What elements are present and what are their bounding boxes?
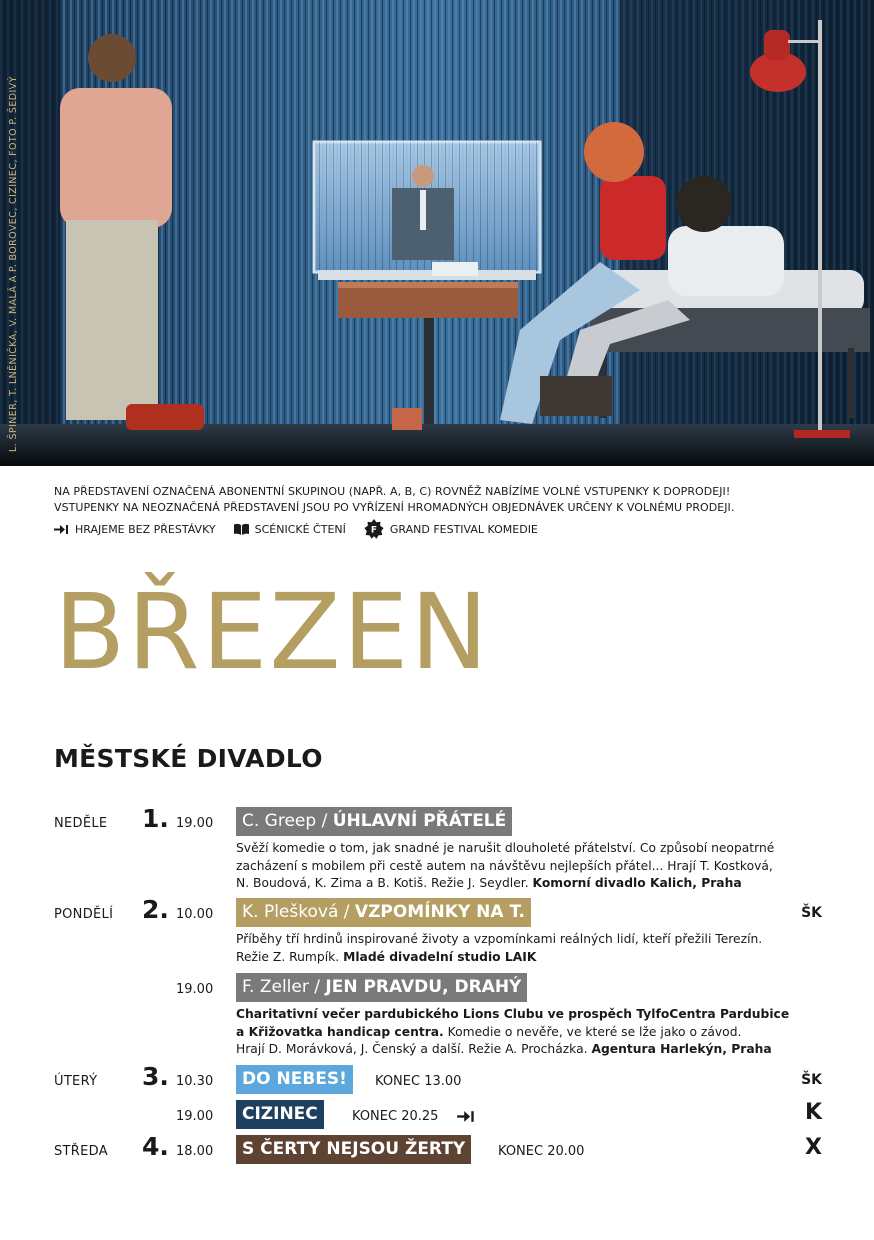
show-author: K. Plešková / — [242, 902, 355, 922]
day-name: PONDĚLÍ — [54, 907, 114, 922]
legend-reading — [234, 523, 346, 536]
end-time: KONEC 13.00 — [375, 1074, 462, 1089]
stage-photo — [0, 0, 874, 466]
desc-line: Příběhy tří hrdinů inspirované životy a vzpomínkami reálných lidí, kteří přežili Terezín. — [236, 932, 763, 946]
stage-photo-illustration — [0, 0, 874, 466]
show-title — [236, 1065, 353, 1094]
audience-code: ŠK — [801, 1072, 822, 1088]
show-time: 19.00 — [176, 1109, 214, 1124]
end-time: KONEC 20.25 — [352, 1109, 439, 1124]
show-play: VZPOMÍNKY NA T. — [354, 902, 525, 922]
show-description — [236, 1006, 806, 1059]
day-name: STŘEDA — [54, 1144, 108, 1159]
end-time: KONEC 20.00 — [498, 1144, 585, 1159]
show-author: C. Greep / — [242, 811, 333, 831]
desc-text: N. Boudová, K. Zima a B. Kotiš. Režie J. Seydler. — [236, 876, 533, 890]
venue-title: MĚSTSKÉ DIVADLO — [54, 744, 323, 773]
month-title: BŘEZEN — [54, 571, 491, 693]
day-number: 1. — [142, 804, 169, 833]
festival-badge-letter: F — [370, 525, 377, 536]
show-play: S ČERTY NEJSOU ŽERTY — [242, 1139, 466, 1159]
desc-text: Komedie o nevěře, ve které se lže jako o závod. — [443, 1024, 742, 1039]
legend-no-break — [54, 523, 216, 536]
desc-line — [236, 1041, 806, 1059]
desc-company: Agentura Harlekýn, Praha — [591, 1042, 772, 1056]
audience-code: X — [805, 1135, 822, 1160]
ticket-notice — [54, 484, 844, 515]
photo-credit: L. ŠPINER, T. LNĚNIČKA, V. MALÁ A P. BOROVEC, CIZINEC, FOTO P. ŠEDIVÝ — [8, 76, 19, 452]
show-author: F. Zeller / — [242, 977, 326, 997]
day-number: 3. — [142, 1062, 169, 1091]
day-name: ÚTERÝ — [54, 1074, 98, 1089]
skip-to-end-icon — [54, 524, 69, 535]
desc-company: Mladé divadelní studio LAIK — [343, 949, 537, 964]
legend-reading-label: SCÉNICKÉ ČTENÍ — [254, 522, 346, 536]
show-play: CIZINEC — [242, 1104, 318, 1124]
legend-festival-label: GRAND FESTIVAL KOMEDIE — [389, 522, 538, 536]
desc-line — [236, 949, 806, 967]
show-play: ÚHLAVNÍ PŘÁTELÉ — [332, 811, 507, 831]
show-description — [236, 840, 806, 893]
desc-company: a Křižovatka handicap centra. — [236, 1024, 444, 1039]
show-title — [236, 1100, 324, 1129]
desc-line — [236, 1024, 806, 1042]
show-title — [236, 807, 512, 836]
desc-line: Charitativní večer pardubického Lions Clubu ve prospěch TylfoCentra Pardubice — [236, 1007, 790, 1021]
show-play: DO NEBES! — [242, 1069, 347, 1089]
audience-code: ŠK — [801, 905, 822, 921]
show-time: 10.30 — [176, 1074, 214, 1089]
show-description — [236, 931, 806, 966]
show-play: JEN PRAVDU, DRAHÝ — [325, 977, 522, 997]
day-number: 4. — [142, 1132, 169, 1161]
desc-line: Svěží komedie o tom, jak snadné je narušit dlouholeté přátelství. Co způsobí neopatrné — [236, 841, 775, 855]
legend-festival — [364, 519, 538, 539]
skip-to-end-icon — [457, 1110, 475, 1123]
notice-line-1: NA PŘEDSTAVENÍ OZNAČENÁ ABONENTNÍ SKUPINOU (NAPŘ. A, B, C) ROVNĚŽ NABÍZÍME VOLNÉ VSTUPENKY K DOPRODEJI! — [54, 485, 731, 498]
show-time: 10.00 — [176, 907, 214, 922]
day-number: 2. — [142, 895, 169, 924]
desc-line: zacházení s mobilem při cestě autem na návštěvu nejlepších přátel... Hrají T. Kostková, — [236, 858, 773, 873]
show-time: 19.00 — [176, 816, 214, 831]
show-title — [236, 1135, 471, 1164]
desc-company: Komorní divadlo Kalich, Praha — [532, 876, 742, 890]
legend — [54, 518, 556, 540]
festival-badge-icon — [364, 519, 384, 539]
legend-no-break-label: HRAJEME BEZ PŘESTÁVKY — [75, 522, 216, 536]
desc-text: Hrají D. Morávková, J. Čenský a další. Režie A. Procházka. — [236, 1042, 592, 1056]
day-name: NEDĚLE — [54, 816, 108, 831]
show-title — [236, 898, 531, 927]
audience-code: K — [804, 1100, 822, 1125]
show-time: 19.00 — [176, 982, 214, 997]
notice-line-2: VSTUPENKY NA NEOZNAČENÁ PŘEDSTAVENÍ JSOU PO VYŘÍZENÍ HROMADNÝCH OBJEDNÁVEK URČENY K VOLNÉMU PRODEJI. — [54, 500, 735, 514]
open-book-icon — [234, 523, 249, 535]
show-title — [236, 973, 527, 1002]
desc-line — [236, 875, 806, 893]
show-time: 18.00 — [176, 1144, 214, 1159]
desc-text: Režie Z. Rumpík. — [236, 949, 344, 964]
